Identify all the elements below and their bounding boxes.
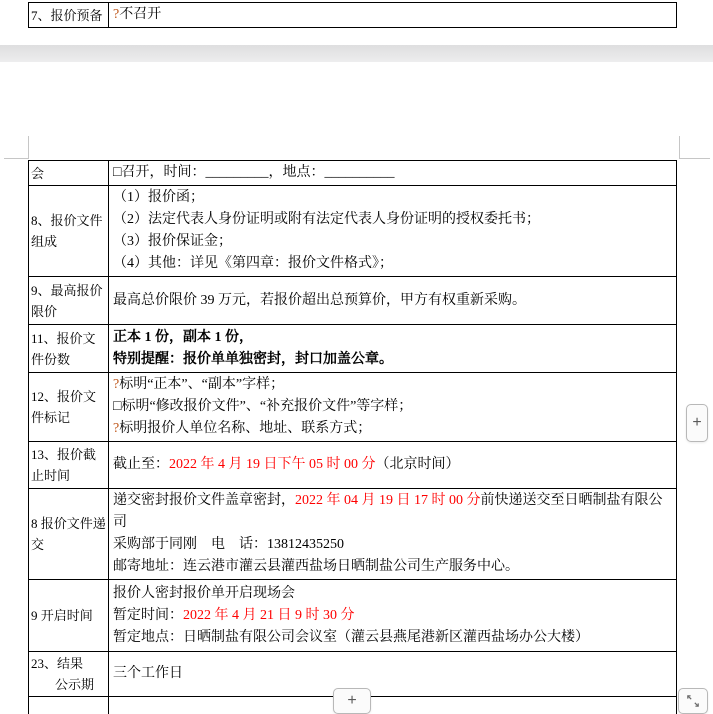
row-marking-label-cell[interactable] — [29, 373, 109, 442]
table-row — [29, 442, 677, 489]
row-publicity-label-line: 公示期 — [55, 677, 95, 692]
table-row — [29, 325, 677, 373]
row-copies-label-cell[interactable] — [29, 325, 109, 373]
checkbox-mark: ? — [113, 421, 120, 436]
row-empty-label-cell[interactable] — [29, 697, 109, 714]
table-row — [29, 580, 677, 652]
plus-icon: + — [692, 414, 702, 431]
deadline-date: 2022 年 4 月 19 日下午 05 时 00 分 — [169, 457, 376, 472]
table-row — [29, 489, 677, 580]
checkbox-mark: ? — [113, 7, 120, 22]
marking-line — [113, 418, 672, 440]
row-marking-content-cell[interactable] — [109, 373, 677, 442]
row-price-limit-text: 最高总价限价 39 万元，若报价超出总预算价，甲方有权重新采购。 — [113, 292, 526, 308]
row-composition-label-cell[interactable] — [29, 186, 109, 277]
table-fragment-page1 — [28, 2, 677, 28]
delivery-line: 邮寄地址：连云港市灌云县灌西盐场日晒制盐公司生产服务中心。 — [113, 559, 519, 574]
row-publicity-label-cell[interactable] — [29, 652, 109, 697]
opening-line: 暂定地点：日晒制盐有限公司会议室（灌云县燕尾港新区灌西盐场办公大楼） — [113, 629, 589, 645]
delivery-line-text: 递交密封报价文件盖章密封， — [113, 493, 295, 508]
opening-date: 2022 年 4 月 21 日 9 时 30 分 — [183, 607, 355, 623]
row-hui-text: □召开，时间：_________，地点：__________ — [113, 165, 395, 180]
row-price-limit-label: 9、最高报价限价 — [31, 282, 103, 319]
delivery-line — [113, 490, 672, 534]
row-copies-label: 11、报价文件份数 — [31, 330, 96, 367]
table-row — [29, 3, 677, 28]
table-row — [29, 277, 677, 325]
row-hui-content-cell[interactable] — [109, 161, 677, 186]
opening-line — [113, 605, 672, 627]
table-page2 — [28, 160, 677, 714]
opening-line-text: 暂定时间： — [113, 607, 183, 623]
text-boundary-mark — [679, 136, 680, 159]
row-opening-label: 9 开启时间 — [31, 608, 93, 623]
row-price-limit-label-cell[interactable] — [29, 277, 109, 325]
table-row — [29, 186, 677, 277]
row-prep-label: 7、报价预备 — [31, 7, 103, 23]
delivery-line: 采购部于同刚 电 话：13812435250 — [113, 537, 344, 552]
marking-line-text: 标明“正本”、“副本”字样； — [119, 377, 285, 392]
row-copies-content-cell[interactable] — [109, 325, 677, 373]
row-deadline-label: 13、报价截止时间 — [31, 447, 97, 483]
row-empty-content-cell[interactable] — [109, 697, 677, 714]
row-prep-text: 不召开 — [119, 7, 162, 22]
row-publicity-content-cell[interactable] — [109, 652, 677, 697]
opening-line: 报价人密封报价单开启现场会 — [113, 585, 295, 601]
composition-item: （4）其他：详见《第四章：报价文件格式》； — [113, 256, 393, 271]
row-opening-content-cell[interactable] — [109, 580, 677, 652]
delivery-line-text: 前快递送交至日晒制盐有限公司 — [113, 493, 663, 530]
marking-line — [113, 374, 672, 396]
delivery-date: 2022 年 04 月 19 日 17 时 00 分 — [295, 493, 481, 508]
composition-item: （2）法定代表人身份证明或附有法定代表人身份证明的授权委托书； — [113, 212, 540, 227]
expand-diagonal-arrows-icon — [685, 693, 701, 709]
checkbox-mark: ? — [113, 377, 120, 392]
row-delivery-label: 8 报价文件递交 — [31, 516, 106, 552]
text-boundary-mark — [28, 136, 29, 159]
row-hui-label-cell[interactable] — [29, 161, 109, 186]
page-break-band — [0, 45, 713, 62]
copies-line: 特别提醒：报价单单独密封，封口加盖公章。 — [113, 351, 393, 367]
table-row — [29, 373, 677, 442]
row-price-limit-content-cell[interactable] — [109, 277, 677, 325]
row-composition-label: 8、报价文件组成 — [31, 213, 103, 249]
row-publicity-text: 三个工作日 — [113, 666, 183, 681]
copies-line: 正本 1 份，副本 1 份， — [113, 329, 253, 345]
row-delivery-label-cell[interactable] — [29, 489, 109, 580]
marking-line-text: 标明报价人单位名称、地址、联系方式； — [119, 421, 372, 436]
row-deadline-label-cell[interactable] — [29, 442, 109, 489]
resize-table-button[interactable] — [678, 688, 708, 714]
row-composition-content-cell[interactable] — [109, 186, 677, 277]
text-boundary-mark — [679, 158, 710, 159]
composition-item: （1）报价函； — [113, 190, 204, 205]
insert-column-button[interactable] — [686, 404, 708, 442]
table-row — [29, 161, 677, 186]
marking-line: □标明“修改报价文件”、“补充报价文件”等字样； — [113, 399, 413, 414]
row-prep-label-cell[interactable] — [29, 3, 109, 28]
deadline-suffix: （北京时间） — [375, 457, 460, 472]
deadline-prefix: 截止至： — [113, 457, 169, 472]
text-boundary-mark — [4, 158, 28, 159]
row-hui-label: 会 — [31, 165, 45, 181]
plus-icon: + — [347, 692, 357, 709]
row-opening-label-cell[interactable] — [29, 580, 109, 652]
composition-item: （3）报价保证金； — [113, 234, 232, 249]
row-publicity-label-line: 23、结果 — [31, 656, 84, 671]
row-delivery-content-cell[interactable] — [109, 489, 677, 580]
insert-row-button[interactable] — [333, 688, 371, 714]
row-deadline-content-cell[interactable] — [109, 442, 677, 489]
row-marking-label: 12、报价文件标记 — [31, 389, 97, 425]
row-prep-content-cell[interactable] — [109, 3, 677, 28]
